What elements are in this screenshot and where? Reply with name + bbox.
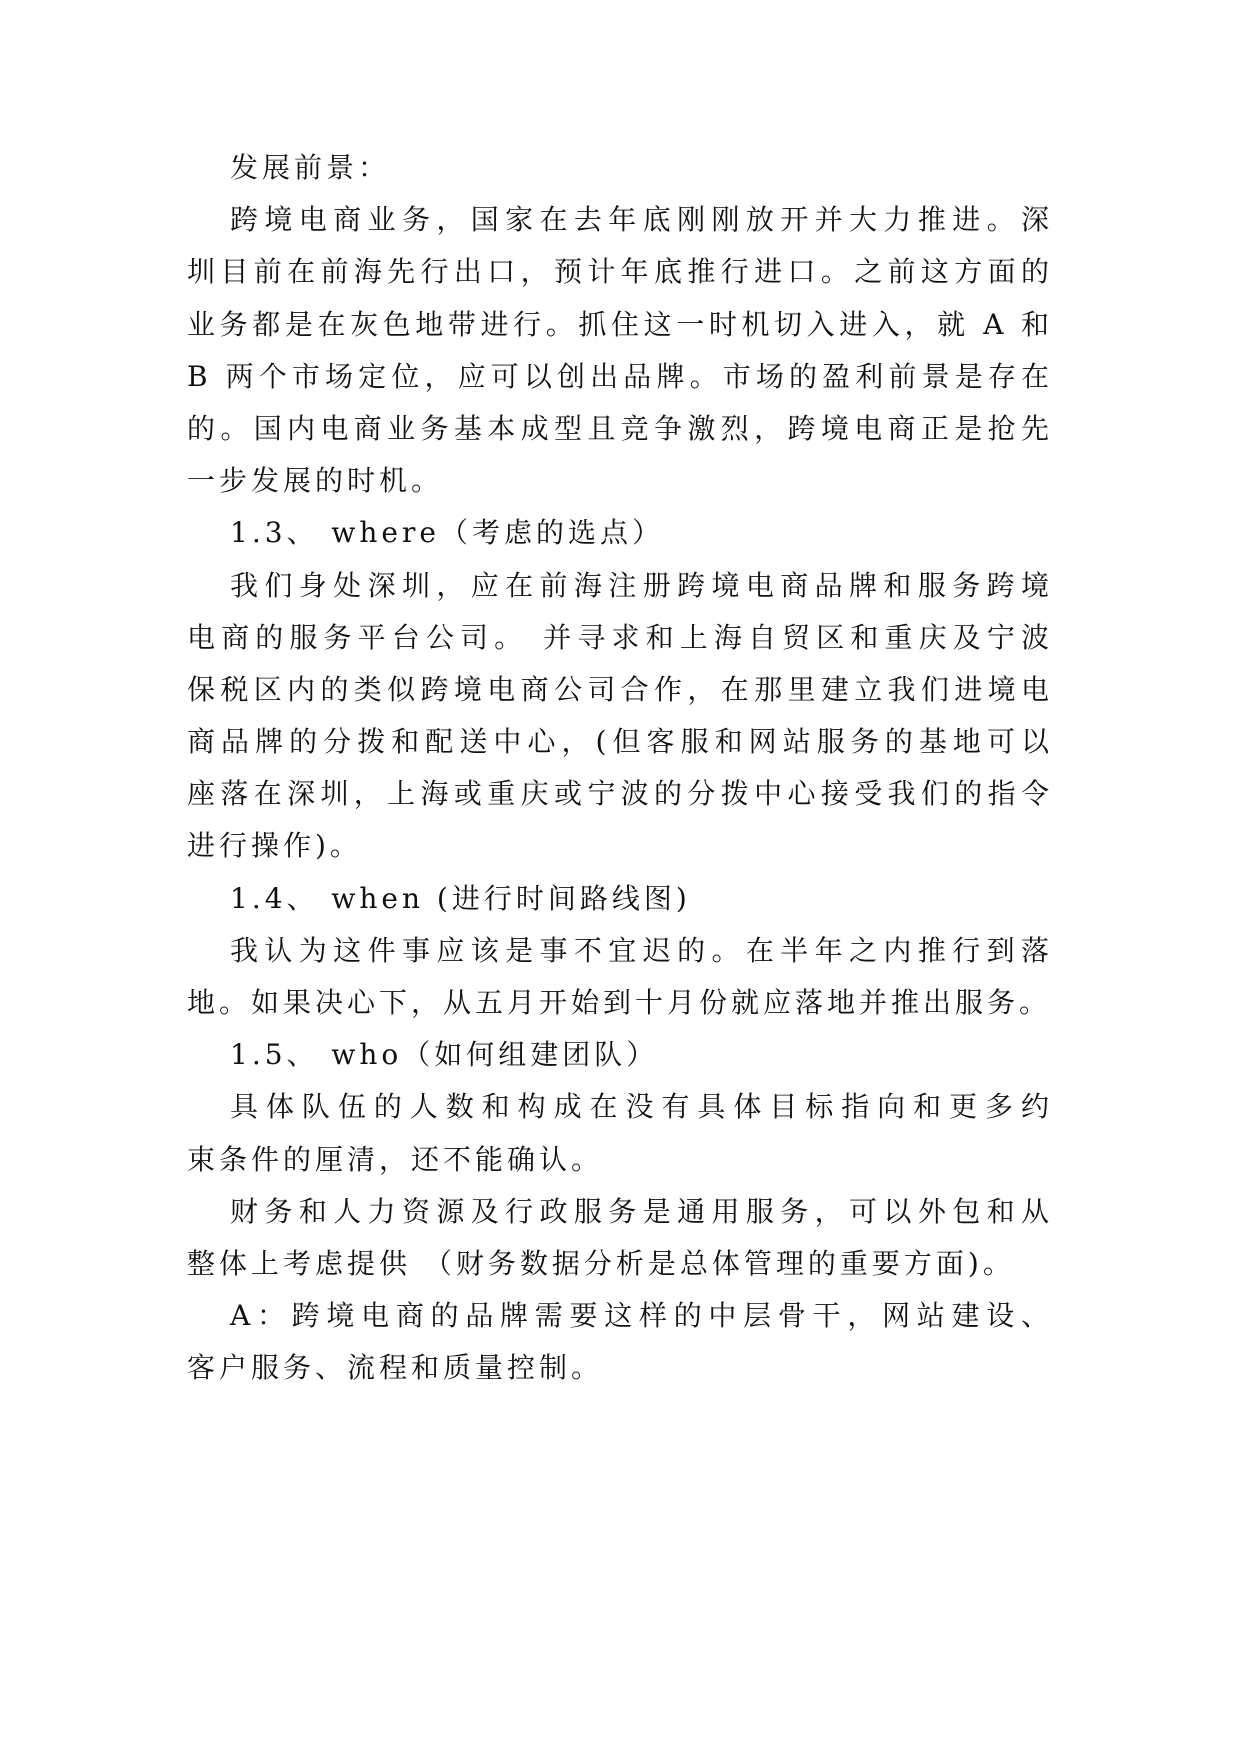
text-line: 圳目前在前海先行出口，预计年底推行进口。之前这方面的 [187,255,1053,289]
text-line: 我认为这件事应该是事不宜迟的。在半年之内推行到落 [230,933,1053,967]
text-line: 束条件的厘清，还不能确认。 [187,1142,604,1176]
section-heading [187,142,1053,194]
text-line: 具体队伍的人数和构成在没有具体目标指向和更多约 [230,1090,1053,1124]
text-line: 发展前景： [230,151,391,184]
text-line: 整体上考虑提供 （财务数据分析是总体管理的重要方面)。 [187,1246,1015,1280]
paragraph [187,560,1053,873]
document-page [187,142,1053,1395]
paragraph [187,1081,1053,1185]
text-line: 跨境电商业务，国家在去年底刚刚放开并大力推进。深 [230,203,1053,237]
text-line: 商品牌的分拨和配送中心，(但客服和网站服务的基地可以 [187,725,1053,759]
text-line: 1.4、 when (进行时间路线图) [230,881,691,915]
paragraph [187,925,1053,1029]
paragraph [187,194,1053,507]
text-line: 的。国内电商业务基本成型且竞争激烈，跨境电商正是抢先 [187,411,1053,445]
section-heading [187,1029,1053,1081]
paragraph [187,1290,1053,1394]
text-line: 客户服务、流程和质量控制。 [187,1351,604,1385]
section-heading [187,873,1053,925]
text-line: 1.3、 where（考虑的选点） [230,516,664,550]
text-line: B 两个市场定位，应可以创出品牌。市场的盈利前景是存在 [187,359,1053,393]
text-line: 财务和人力资源及行政服务是通用服务，可以外包和从 [230,1194,1053,1228]
text-line: 电商的服务平台公司。 并寻求和上海自贸区和重庆及宁波 [187,620,1053,654]
text-line: 保税区内的类似跨境电商公司合作，在那里建立我们进境电 [187,672,1053,706]
text-line: 一步发展的时机。 [187,464,444,498]
text-line: 座落在深圳，上海或重庆或宁波的分拨中心接受我们的指令 [187,777,1053,811]
text-line: A：跨境电商的品牌需要这样的中层骨干，网站建设、 [230,1299,1053,1333]
section-heading [187,507,1053,559]
text-line: 1.5、 who（如何组建团队） [230,1038,659,1072]
text-line: 地。如果决心下，从五月开始到十月份就应落地并推出服务。 [187,986,1052,1019]
text-line: 进行操作)。 [187,829,362,863]
text-line: 我们身处深圳，应在前海注册跨境电商品牌和服务跨境 [230,568,1053,602]
text-line: 业务都是在灰色地带进行。抓住这一时机切入进入，就 A 和 [187,307,1053,341]
paragraph [187,1186,1053,1290]
